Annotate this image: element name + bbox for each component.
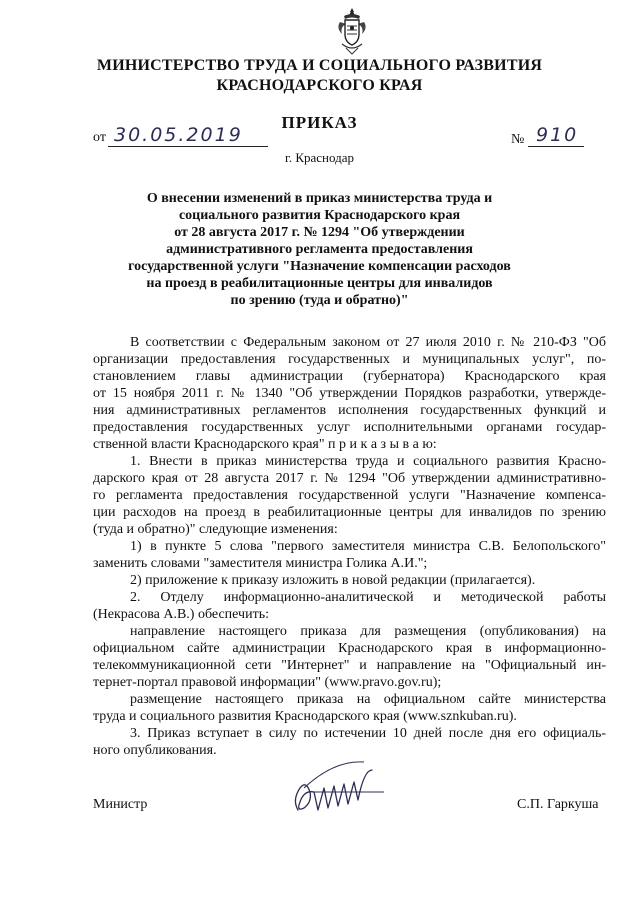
body-line: заменить словами "заместителя министра Голика А.И.";: [93, 556, 428, 571]
heading-line: административного регламента предоставления: [166, 242, 473, 257]
body-line: (туда и обратно)" следующие изменения:: [93, 522, 338, 537]
order-title: ПРИКАЗ: [281, 113, 358, 132]
body-line: направление настоящего приказа для размещения (опубликования) на: [130, 624, 606, 639]
body-line: 2. Отделу информационно-аналитической и методической работы: [130, 590, 606, 605]
body-line: ственной власти Краснодарского края" п р и к а з ы в а ю:: [93, 437, 437, 452]
body-line: (Некрасова А.В.) обеспечить:: [93, 607, 269, 622]
body-line: 1) в пункте 5 слова "первого заместителя министра С.В. Белопольского": [130, 539, 606, 554]
city: г. Краснодар: [284, 150, 355, 165]
ministry-name: [0, 56, 639, 96]
number-prefix: №: [511, 132, 525, 147]
body-line: от 15 ноября 2011 г. № 1340 "Об утверждении Порядков разработки, утвержде-: [93, 386, 606, 401]
signatory-name: С.П. Гаркуша: [517, 797, 599, 812]
ministry-line-2: КРАСНОДАРСКОГО КРАЯ: [216, 77, 423, 94]
heading-line: социального развития Краснодарского края: [178, 208, 461, 223]
heading-line: государственной услуги "Назначение компенсации расходов: [128, 259, 511, 274]
body-line: тернет-портал правовой информации" (www.pravo.gov.ru);: [93, 675, 442, 690]
heading-line: О внесении изменений в приказ министерства труда и: [146, 191, 493, 206]
body-line: ного опубликования.: [93, 743, 217, 758]
signatory-position: Министр: [93, 797, 148, 812]
body-line: В соответствии с Федеральным законом от 27 июля 2010 г. № 210-ФЗ "Об: [130, 335, 606, 350]
handwritten-signature-icon: [284, 758, 394, 818]
ministry-line-1: МИНИСТЕРСТВО ТРУДА И СОЦИАЛЬНОГО РАЗВИТИЯ: [96, 57, 543, 74]
order-number: 910: [536, 124, 579, 146]
heading-line: от 28 августа 2017 г. № 1294 "Об утверждении: [174, 225, 465, 240]
body-line: ции расходов на проезд в реабилитационные центры для инвалидов по зрению: [93, 505, 606, 520]
order-date: 30.05.2019: [114, 124, 243, 146]
body-line: 3. Приказ вступает в силу по истечении 10 дней после дня его официаль-: [130, 726, 606, 741]
body-line: 1. Внести в приказ министерства труда и социального развития Красно-: [130, 454, 606, 469]
date-prefix: от: [93, 130, 106, 145]
body-line: становлением главы администрации (губернатора) Краснодарского края: [93, 369, 606, 384]
body-line: ния административных регламентов исполнения государственных функций и: [93, 403, 606, 418]
body-line: организации предоставления государственных и муниципальных услуг", по-: [93, 352, 606, 367]
body-line: телекоммуникационной сети "Интернет" и направление на "Официальный ин-: [93, 658, 606, 673]
order-heading: [0, 190, 639, 309]
body-line: го регламента предоставления государственной услуги "Назначение компенса-: [93, 488, 606, 503]
coat-of-arms-icon: [334, 6, 370, 56]
order-body: [93, 334, 606, 759]
heading-line: по зрению (туда и обратно)": [230, 293, 409, 308]
body-line: 2) приложение к приказу изложить в новой редакции (прилагается).: [130, 573, 536, 588]
body-line: размещение настоящего приказа на официальном сайте министерства: [130, 692, 606, 707]
heading-line: на проезд в реабилитационные центры для инвалидов: [146, 276, 493, 291]
body-line: официальном сайте администрации Краснодарского края в информационно-: [93, 641, 606, 656]
body-line: предоставления государственных услуг исполнительными органами государ-: [93, 420, 606, 435]
body-line: труда и социального развития Краснодарского края (www.sznkuban.ru).: [93, 709, 517, 724]
body-line: дарского края от 28 августа 2017 г. № 1294 "Об утверждении административно-: [93, 471, 606, 486]
